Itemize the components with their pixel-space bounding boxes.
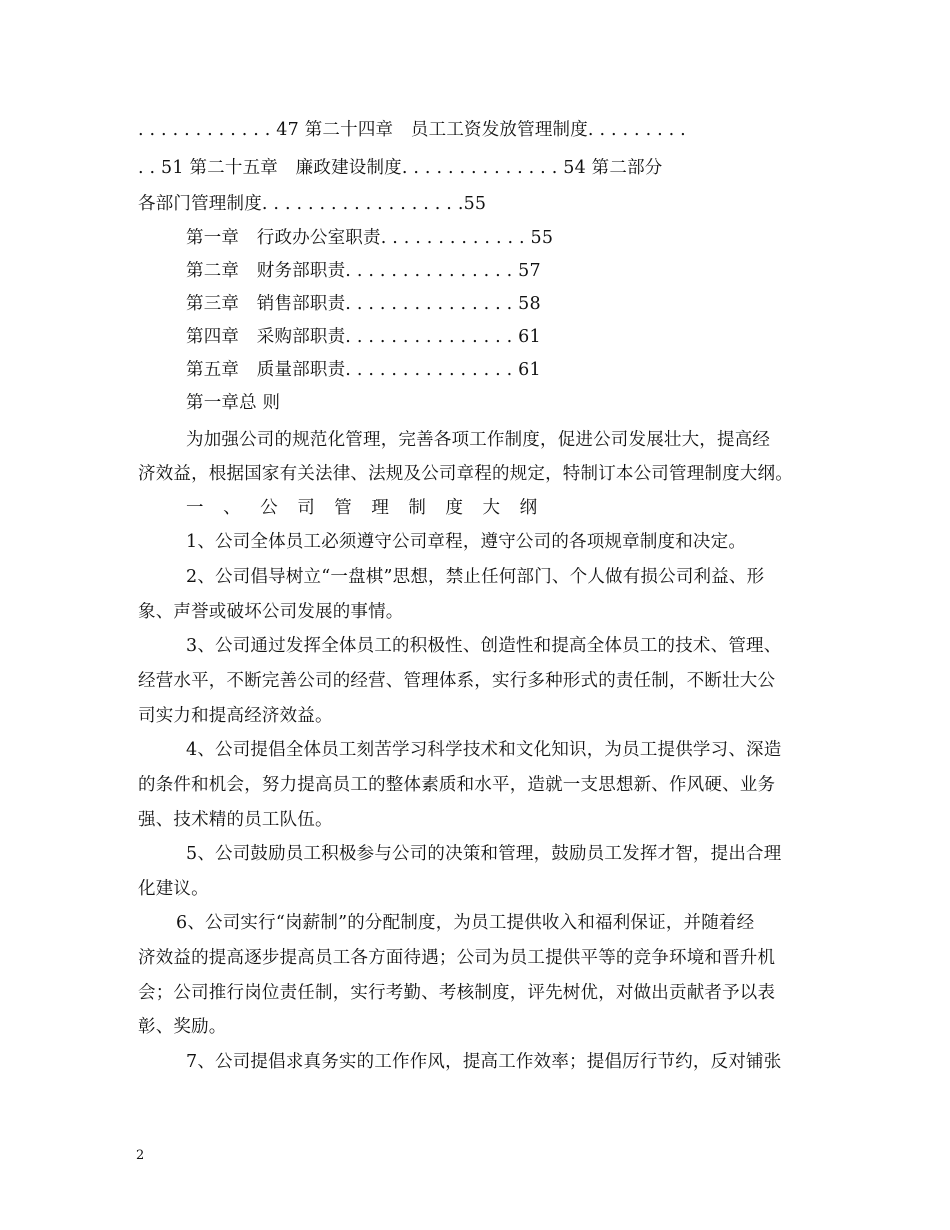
toc-entry: 第三章 销售部职责. . . . . . . . . . . . . . . 58: [186, 294, 541, 314]
toc-entry: 第四章 采购部职责. . . . . . . . . . . . . . . 61: [186, 327, 541, 347]
toc-line: 各部门管理制度. . . . . . . . . . . . . . . . . .55: [138, 194, 487, 214]
paragraph-line: 强、技术精的员工队伍。: [138, 810, 333, 830]
paragraph-line: 济效益的提高逐步提高员工各方面待遇；公司为员工提供平等的竞争环境和晋升机: [138, 948, 776, 968]
paragraph-line: 彰、奖励。: [138, 1017, 227, 1037]
paragraph-line: 4、公司提倡全体员工刻苦学习科学技术和文化知识，为员工提供学习、深造: [186, 740, 782, 760]
paragraph-line: 会；公司推行岗位责任制，实行考勤、考核制度，评先树优，对做出贡献者予以表: [138, 983, 776, 1003]
page-number: 2: [136, 1148, 145, 1163]
chapter-title: 第一章总 则: [186, 393, 281, 413]
paragraph-line: 1、公司全体员工必须遵守公司章程，遵守公司的各项规章制度和决定。: [186, 532, 747, 552]
section-title: 一 、 公 司 管 理 制 度 大 纲: [186, 498, 545, 518]
paragraph-line: 3、公司通过发挥全体员工的积极性、创造性和提高全体员工的技术、管理、: [186, 636, 782, 656]
paragraph-line: 济效益，根据国家有关法律、法规及公司章程的规定，特制订本公司管理制度大纲。: [138, 464, 793, 484]
paragraph-line: 2、公司倡导树立“一盘棋”思想，禁止任何部门、个人做有损公司利益、形: [186, 567, 765, 587]
toc-entry: 第二章 财务部职责. . . . . . . . . . . . . . . 57: [186, 261, 541, 281]
paragraph-line: 5、公司鼓励员工积极参与公司的决策和管理，鼓励员工发挥才智，提出合理: [186, 844, 782, 864]
paragraph-line: 为加强公司的规范化管理，完善各项工作制度，促进公司发展壮大，提高经: [186, 430, 771, 450]
toc-entry: 第一章 行政办公室职责. . . . . . . . . . . . . 55: [186, 228, 554, 248]
paragraph-line: 的条件和机会，努力提高员工的整体素质和水平，造就一支思想新、作风硬、业务: [138, 775, 776, 795]
paragraph-line: 经营水平，不断完善公司的经营、管理体系，实行多种形式的责任制，不断壮大公: [138, 671, 776, 691]
paragraph-line: 6、公司实行“岗薪制”的分配制度，为员工提供收入和福利保证，并随着经: [176, 913, 755, 933]
paragraph-line: 7、公司提倡求真务实的工作作风，提高工作效率；提倡厉行节约，反对铺张: [186, 1052, 782, 1072]
toc-entry: 第五章 质量部职责. . . . . . . . . . . . . . . 61: [186, 360, 541, 380]
paragraph-line: 司实力和提高经济效益。: [138, 706, 333, 726]
toc-line: . . . . . . . . . . . . 47 第二十四章 员工工资发放管理制度. . . . . . . . .: [138, 120, 686, 140]
paragraph-line: 化建议。: [138, 879, 209, 899]
paragraph-line: 象、声誉或破坏公司发展的事情。: [138, 602, 404, 622]
toc-line: . . 51 第二十五章 廉政建设制度. . . . . . . . . . . . . . 54 第二部分: [138, 158, 663, 178]
